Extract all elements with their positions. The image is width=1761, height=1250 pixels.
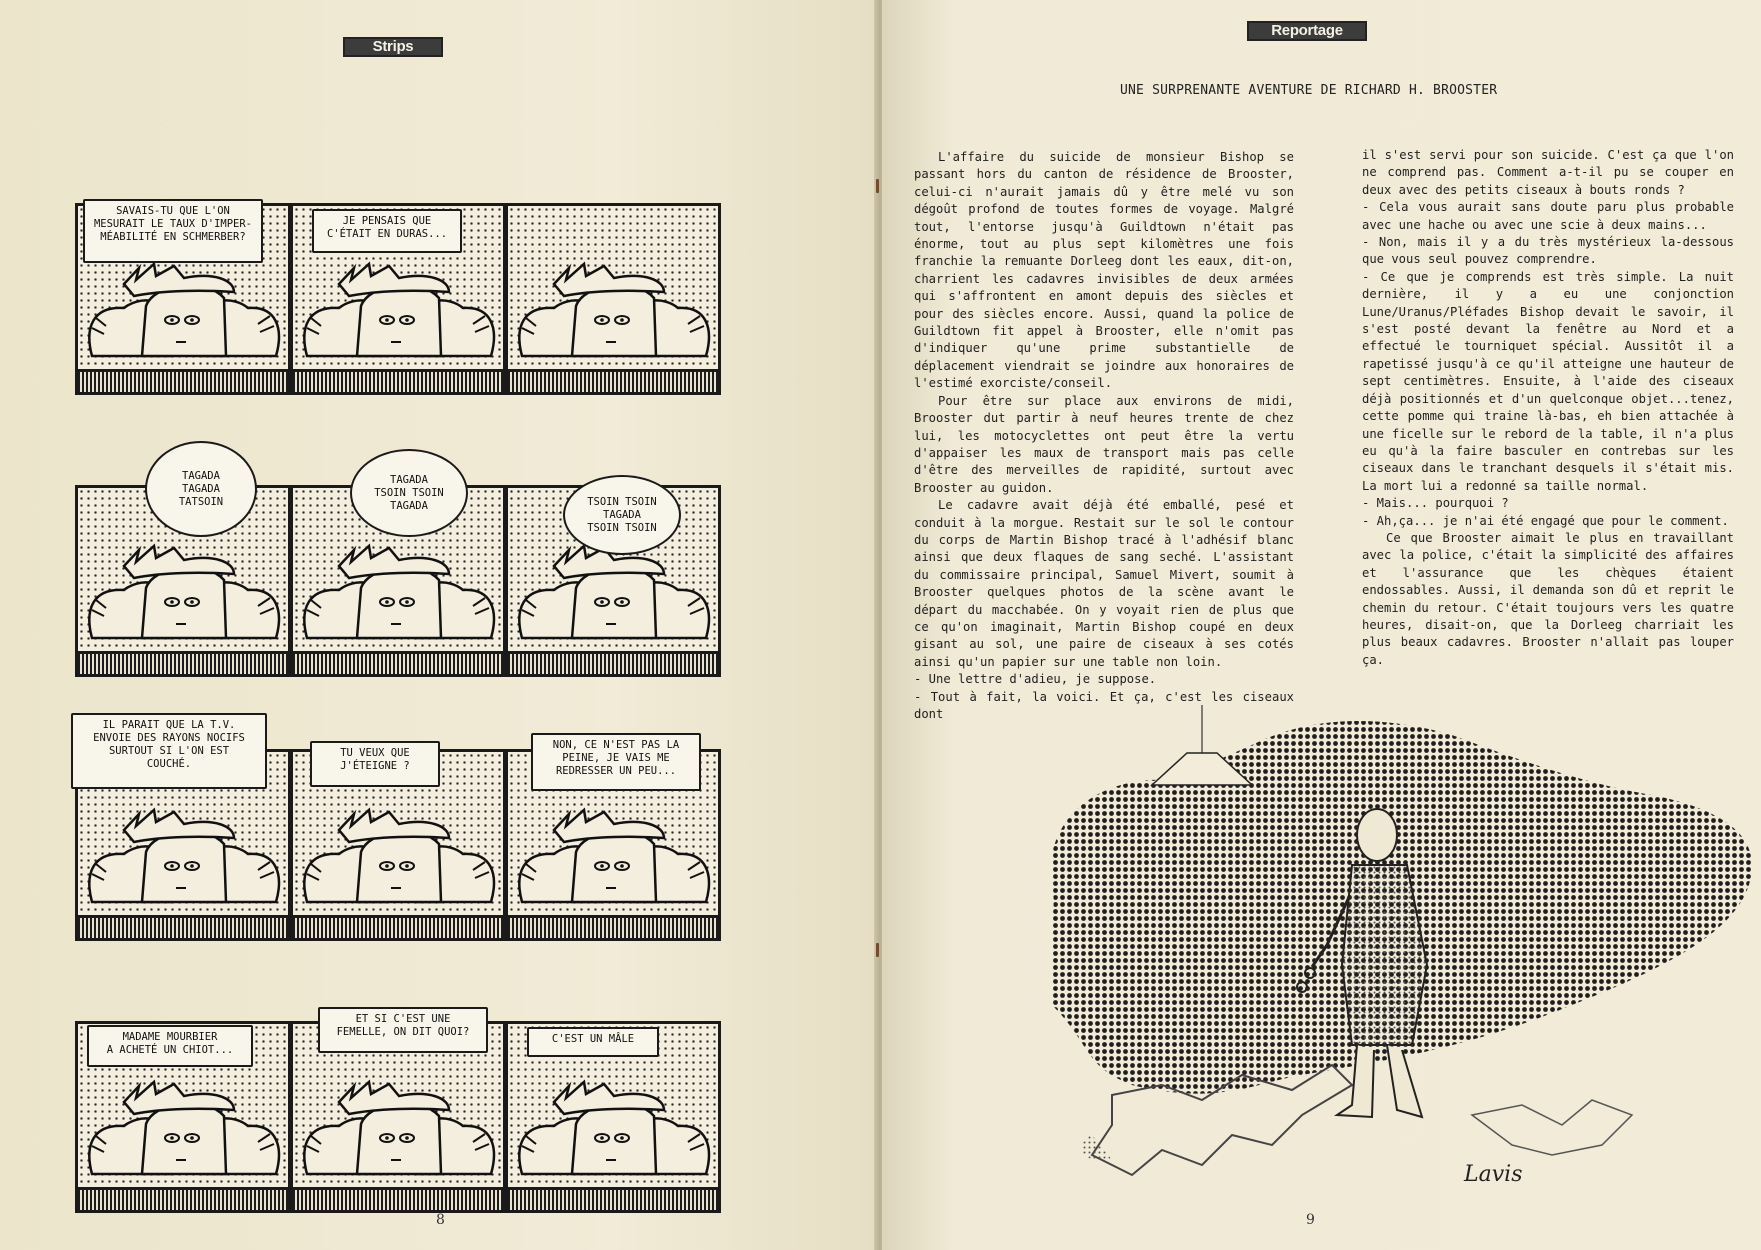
speech-bubble: NON, CE N'EST PAS LA PEINE, JE VAIS ME REDRESSER UN PEU... <box>531 733 701 791</box>
bed-scene <box>514 792 714 922</box>
comic-panel <box>505 203 721 395</box>
bed-floor <box>508 369 718 392</box>
left-page <box>0 0 878 1250</box>
page-number-left: 8 <box>436 1212 445 1228</box>
paragraph: L'affaire du suicide de monsieur Bishop se passant hors du canton de résidence de Brooster, celui-ci n'aurait jamais dû y être melé vu son dégoût profond de toutes formes de voyage. Malgré tout, l'entorse jusqu'à Guildtown n'était pas énorme, tout au plus sept kilomètres une fois franchie la remuante Dorleeg dont les eaux, dit-on, charrient les cadavres invisibles de deux armées qui s'affrontent en amont depuis des siècles et pour des siècles encore. Aussi, quand la police de Guildtown fit appel à Brooster, elle n'omit pas d'indiquer qu'une prime substantielle de déplacement viendrait se joindre aux honoraires de l'estimé exorciste/conseil. <box>914 150 1294 391</box>
paragraph: - Tout à fait, la voici. Et ça, c'est les ciseaux dont <box>914 689 1294 721</box>
bed-scene <box>84 792 284 922</box>
paragraph: il s'est servi pour son suicide. C'est ça que l'on ne comprend pas. Comment a-t-il pu se couper en deux avec des petits ciseaux à bouts ronds ? <box>1362 148 1734 197</box>
paragraph: - Ah,ça... je n'ai été engagé que pour le comment. <box>1362 513 1729 528</box>
article-title: UNE SURPRENANTE AVENTURE DE RICHARD H. BROOSTER <box>1120 83 1498 98</box>
paragraph: Le cadavre avait déjà été emballé, pesé et conduit à la morgue. Restait sur le sol le contour du corps de Martin Bishop tracé à l'adhésif blanc ainsi que deux flaques de sang seché. L'assistant du commissaire principal, Samuel Mivert, soumit à Brooster quelques photos de la scène avant le départ du macchabée. On y voyait rien de plus que ce qu'on imaginait, Martin Bishop coupé en deux gisant au sol, une paire de ciseaux à ses cotés ainsi qu'un papier sur une table non loin. <box>914 498 1294 669</box>
bed-floor <box>293 1187 503 1210</box>
staple-top <box>876 179 879 193</box>
speech-bubble: TAGADA TSOIN TSOIN TAGADA <box>350 449 468 537</box>
speech-bubble: TAGADA TAGADA TATSOIN <box>145 441 257 537</box>
speech-bubble: SAVAIS-TU QUE L'ON MESURAIT LE TAUX D'IMPER- MÉABILITÉ EN SCHMERBER? <box>83 199 263 263</box>
bed-floor <box>78 369 288 392</box>
artist-signature: Lavis <box>1464 1162 1523 1187</box>
speech-bubble: IL PARAIT QUE LA T.V. ENVOIE DES RAYONS NOCIFS SURTOUT SI L'ON EST COUCHÉ. <box>71 713 267 789</box>
article-column-left <box>914 149 1294 723</box>
article-column-right <box>1362 147 1734 669</box>
bed-scene <box>514 1064 714 1194</box>
bed-floor <box>293 651 503 674</box>
paragraph: - Cela vous aurait sans doute paru plus probable avec une hache ou avec une scie à deux mains... <box>1362 200 1734 232</box>
bed-floor <box>508 915 718 938</box>
paragraph: - Non, mais il y a du très mystérieux la-dessous que vous seul pouvez comprendre. <box>1362 235 1734 267</box>
comic-strips <box>75 155 780 1125</box>
speech-bubble: JE PENSAIS QUE C'ÉTAIT EN DURAS... <box>312 209 462 253</box>
bed-floor <box>508 1187 718 1210</box>
speech-bubble: TU VEUX QUE J'ÉTEIGNE ? <box>310 741 440 787</box>
bed-floor <box>508 651 718 674</box>
bed-scene <box>84 1064 284 1194</box>
speech-bubble: ET SI C'EST UNE FEMELLE, ON DIT QUOI? <box>318 1007 488 1053</box>
paragraph: - Une lettre d'adieu, je suppose. <box>914 672 1157 687</box>
bed-scene <box>299 528 499 658</box>
bed-scene <box>299 792 499 922</box>
paragraph: Ce que Brooster aimait le plus en travaillant avec la police, c'était la simplicité des affaires et l'assurance que les chèques étaient endossables. Aussi, il demanda son dû et reprit le chemin du retour. C'était toujours vers les quatre heures, disait-on, que la Dorleeg charriait les plus beaux cadavres. Brooster n'allait pas louper ça. <box>1362 530 1734 667</box>
bed-scene <box>299 1064 499 1194</box>
speech-bubble: TSOIN TSOIN TAGADA TSOIN TSOIN <box>563 475 681 555</box>
bed-scene <box>514 246 714 376</box>
staple-bottom <box>876 943 879 957</box>
bed-floor <box>78 651 288 674</box>
page-number-right: 9 <box>1306 1212 1315 1228</box>
bed-floor <box>78 1187 288 1210</box>
paragraph: Pour être sur place aux environs de midi, Brooster dut partir à neuf heures trente de chez lui, les motocyclettes ont peut être la vertu d'appaiser les maux de transport mais pas celle d'être des merveilles de rapidité, surtout avec Brooster au guidon. <box>914 393 1294 495</box>
bed-floor <box>78 915 288 938</box>
bed-scene <box>299 246 499 376</box>
section-tab-strips: Strips <box>343 37 443 57</box>
bed-scene <box>84 528 284 658</box>
bed-floor <box>293 369 503 392</box>
paragraph: - Mais... pourquoi ? <box>1362 496 1509 511</box>
bed-floor <box>293 915 503 938</box>
paragraph: - Ce que je comprends est très simple. La nuit dernière, il y a eu une conjonction Lune/Uranus/Pléfades Bishop devait le savoir, il s'est posté devant la fenêtre au Nord et a effectué le tourniquet spécial. Aussitôt il a rapetissé jusqu'à ce qu'il atteigne une hauteur de sept centimètres. Ensuite, à l'aide des ciseaux déjà positionnés et d'un quelconque objet...tenez, cette pomme qui traine là-bas, eh bien attachée à une ficelle sur le rebord de la table, il n'a plus eu qu'à la faire basculer en contrebas sur les ciseaux dans le tranchant desquels il s'était mis. La mort lui a redonné sa taille normal. <box>1362 269 1734 493</box>
right-page <box>882 0 1761 1250</box>
speech-bubble: MADAME MOURBIER A ACHETÉ UN CHIOT... <box>87 1025 253 1067</box>
brooster-illustration <box>1052 705 1761 1250</box>
section-tab-reportage: Reportage <box>1247 21 1367 41</box>
bed-scene <box>84 246 284 376</box>
speech-bubble: C'EST UN MÂLE <box>527 1027 659 1057</box>
